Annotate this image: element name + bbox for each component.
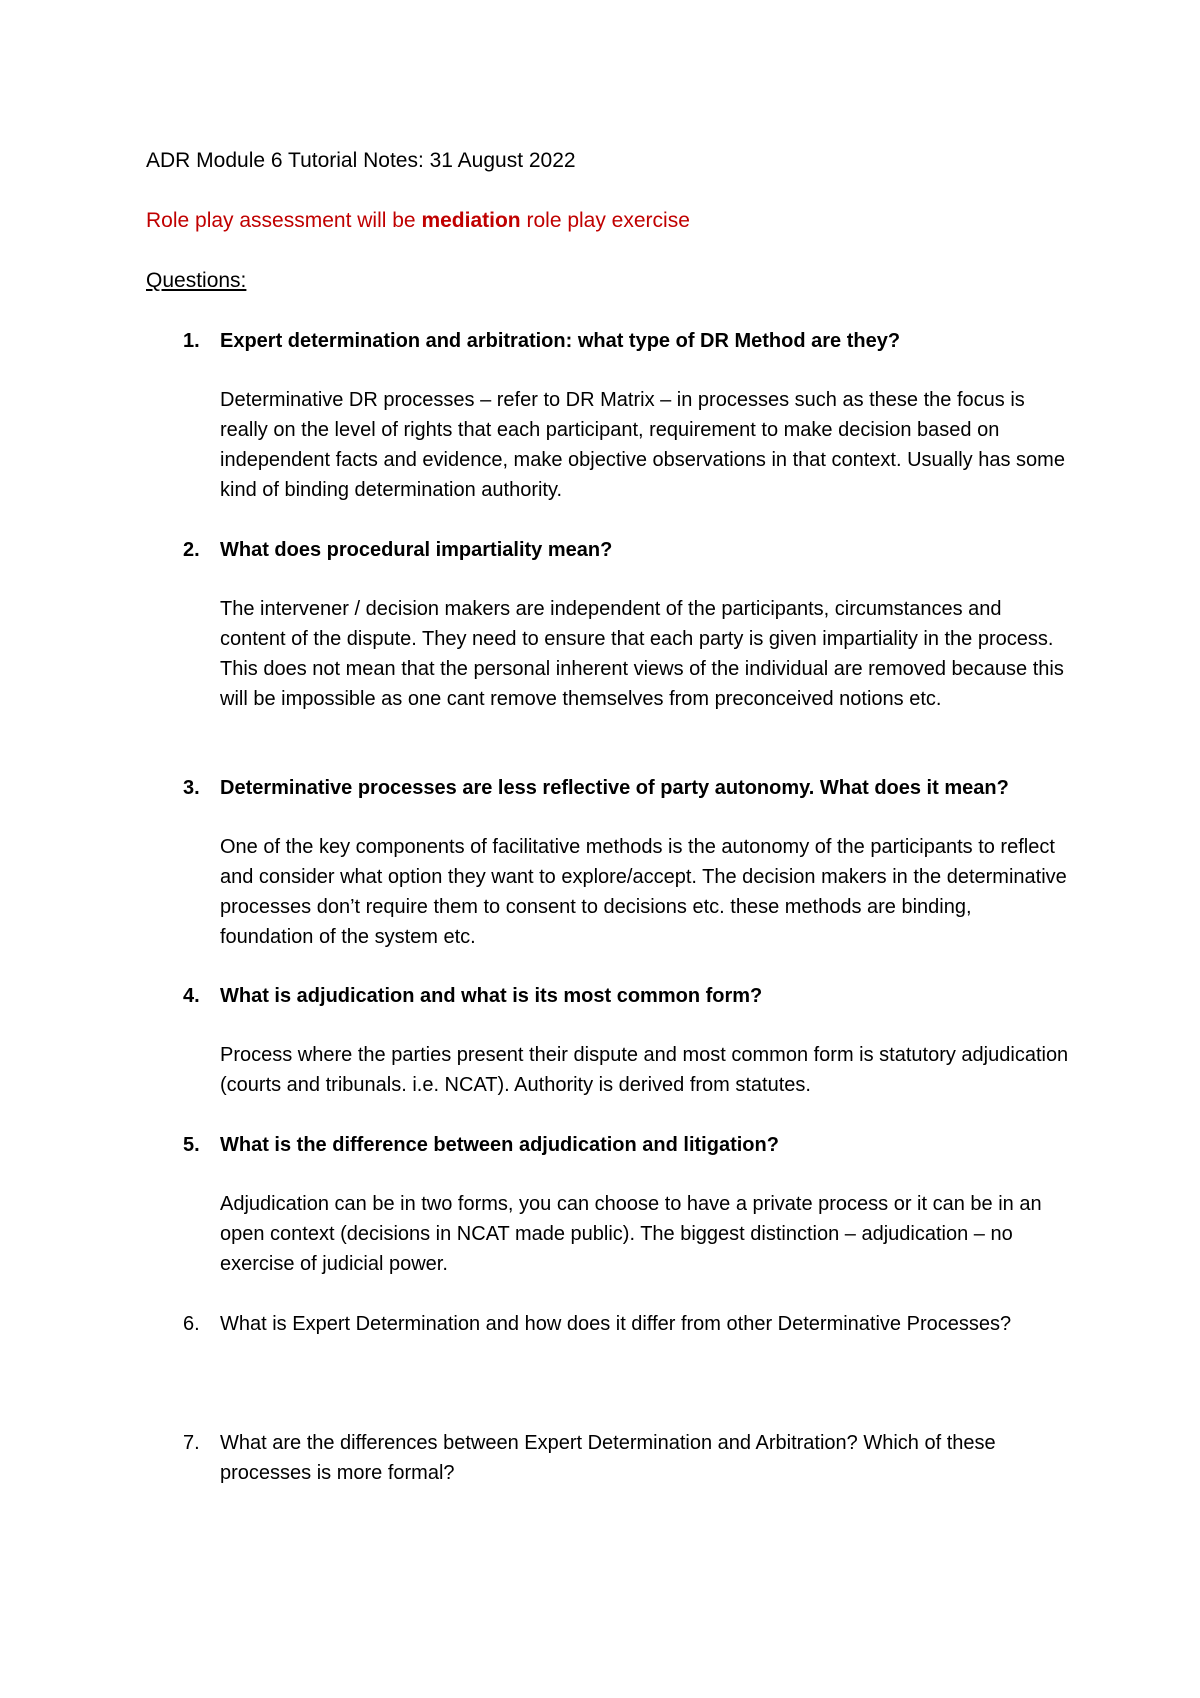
document-subtitle (146, 206, 690, 236)
question-text: Expert determination and arbitration: what type of DR Method are they? (220, 330, 901, 352)
question-number: 7. (183, 1432, 200, 1454)
subtitle-text-end: role play exercise (520, 209, 690, 232)
question-number: 2. (183, 539, 200, 561)
question-number: 5. (183, 1134, 200, 1156)
subtitle-text-start: Role play assessment will be (146, 209, 422, 232)
question-text: What is the difference between adjudication and litigation? (220, 1134, 779, 1156)
answer-text: One of the key components of facilitative methods is the autonomy of the participants to reflect and consider what option they want to explore/accept. The decision makers in the determinative processes don’t require them to consent to decisions etc. these methods are binding, foundation of the system etc. (220, 836, 1067, 948)
subtitle-emphasis: mediation (421, 209, 521, 232)
question-number: 3. (183, 777, 200, 799)
answer-text: The intervener / decision makers are independent of the participants, circumstances and content of the dispute. They need to ensure that each party is given impartiality in the process. This does not mean that the personal inherent views of the individual are removed because this will be impossible as one cant remove themselves from preconceived notions etc. (220, 598, 1064, 710)
answer-text: Process where the parties present their dispute and most common form is statutory adjudication (courts and tribunals. i.e. NCAT). Authority is derived from statutes. (220, 1044, 1069, 1096)
question-number: 1. (183, 330, 200, 352)
answer-text: Adjudication can be in two forms, you can choose to have a private process or it can be in an open context (decisions in NCAT made public). The biggest distinction – adjudication – no exercise of judicial power. (220, 1193, 1042, 1275)
question-text: Determinative processes are less reflective of party autonomy. What does it mean? (220, 777, 1009, 799)
question-text: What are the differences between Expert Determination and Arbitration? Which of these processes is more formal? (220, 1432, 996, 1484)
questions-heading: Questions: (146, 269, 247, 292)
question-text: What does procedural impartiality mean? (220, 539, 613, 561)
answer-text: Determinative DR processes – refer to DR Matrix – in processes such as these the focus is really on the level of rights that each participant, requirement to make decision based on independent facts and evidence, make objective observations in that context. Usually has some kind of binding determination authority. (220, 389, 1065, 501)
question-number: 6. (183, 1313, 200, 1335)
question-text: What is Expert Determination and how does it differ from other Determinative Processes? (220, 1313, 1012, 1335)
question-number: 4. (183, 985, 200, 1007)
document-title: ADR Module 6 Tutorial Notes: 31 August 2022 (146, 149, 576, 172)
question-text: What is adjudication and what is its most common form? (220, 985, 763, 1007)
